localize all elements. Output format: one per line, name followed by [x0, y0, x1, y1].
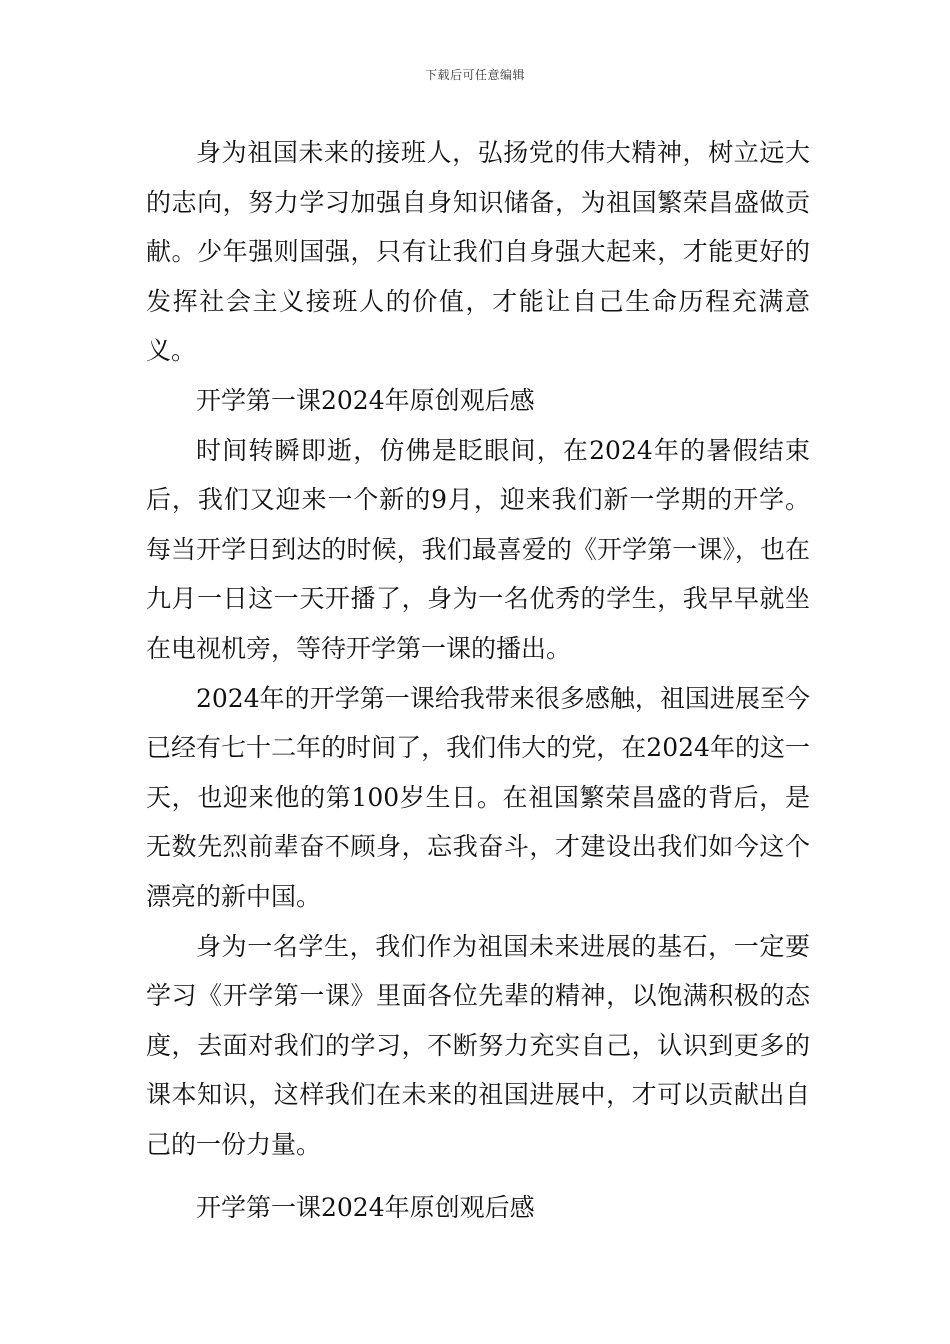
paragraph-2: 时间转瞬即逝，仿佛是眨眼间，在2024年的暑假结束后，我们又迎来一个新的9月，迎来我们新一学期的开学。每当开学日到达的时候，我们最喜爱的《开学第一课》，也在九月一日这一天开播了，身为一名优秀的学生，我早早就坐在电视机旁，等待开学第一课的播出。	[146, 435, 810, 663]
paragraph-3: 2024年的开学第一课给我带来很多感触，祖国进展至今已经有七十二年的时间了，我们伟大的党，在2024年的这一天，也迎来他的第100岁生日。在祖国繁荣昌盛的背后，是无数先烈前辈奋不顾身，忘我奋斗，才建设出我们如今这个漂亮的新中国。	[146, 683, 810, 911]
paragraph-1: 身为祖国未来的接班人，弘扬党的伟大精神，树立远大的志向，努力学习加强自身知识储备，为祖国繁荣昌盛做贡献。少年强则国强，只有让我们自身强大起来，才能更好的发挥社会主义接班人的价值，才能让自己生命历程充满意义。	[146, 138, 810, 366]
section-heading-1: 开学第一课2024年原创观后感	[196, 385, 535, 415]
paragraph-4: 身为一名学生，我们作为祖国未来进展的基石，一定要学习《开学第一课》里面各位先辈的精神，以饱满积极的态度，去面对我们的学习，不断努力充实自己，认识到更多的课本知识，这样我们在未来的祖国进展中，才可以贡献出自己的一份力量。	[146, 931, 810, 1159]
document-body	[146, 128, 810, 1233]
paragraph-spacer	[146, 1169, 810, 1183]
section-heading-2: 开学第一课2024年原创观后感	[196, 1193, 535, 1223]
header-note: 下载后可任意编辑	[424, 68, 525, 82]
